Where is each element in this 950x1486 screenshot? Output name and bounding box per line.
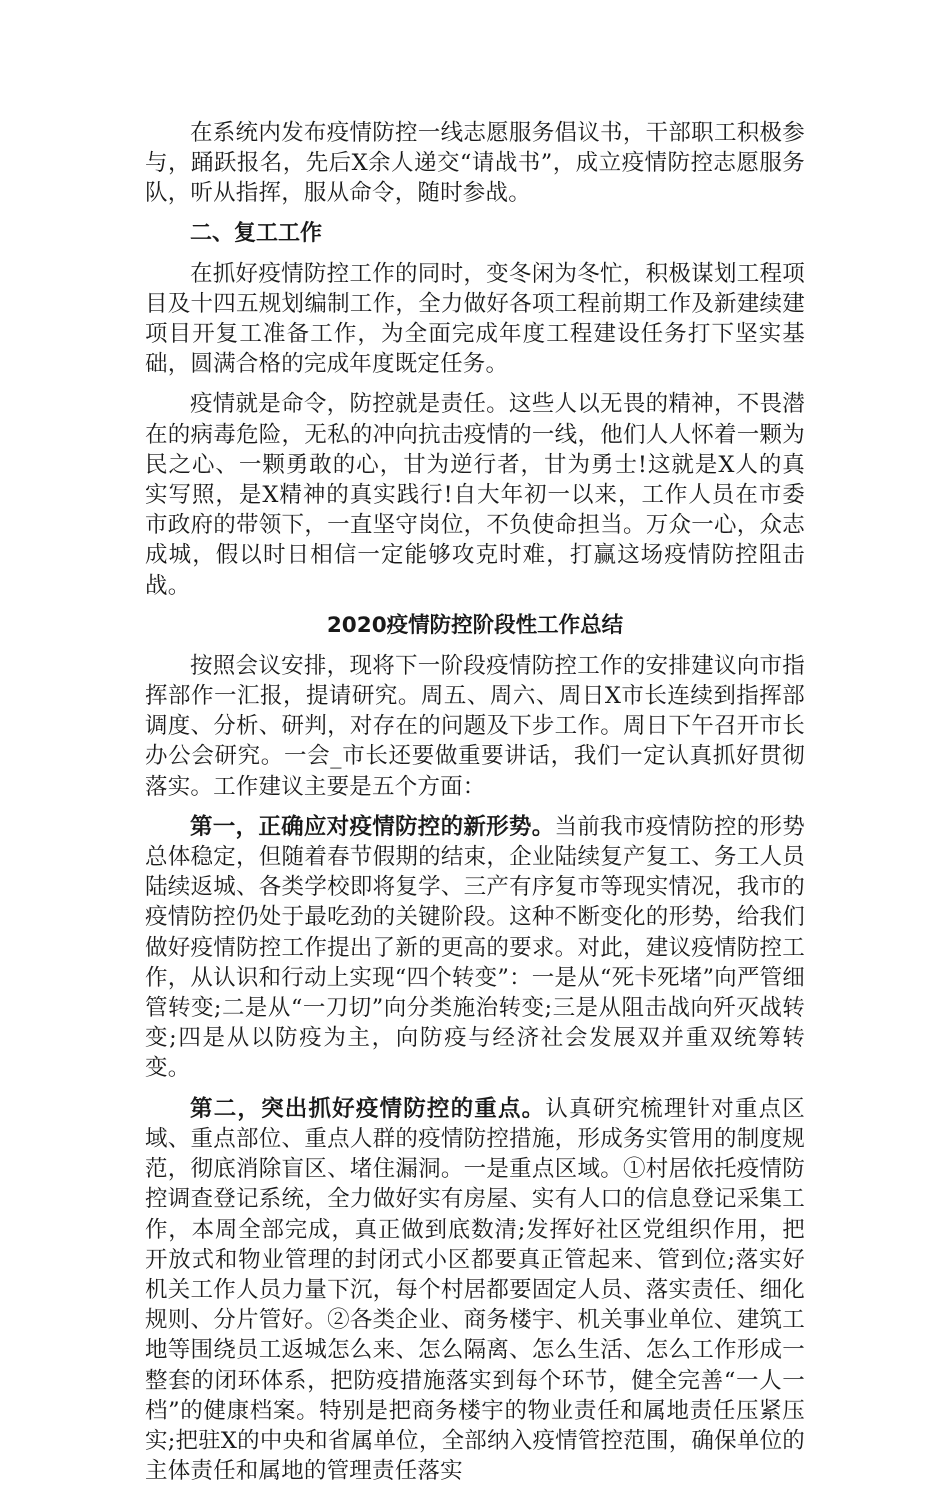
first-point-lead: 第一，正确应对疫情防控的新形势。 (190, 813, 555, 840)
first-point-body: 当前我市疫情防控的形势总体稳定，但随着春节假期的结束，企业陆续复产复工、务工人员陆续返城、各类学校即将复学、三产有序复市等现实情况，我市的疫情防控仍处于最吃劲的关键阶段。这种不断变化的形势，给我们做好疫情防控工作提出了新的更高的要求。对此，建议疫情防控工作，从认识和行动上实现“四个转变”：一是从“死卡死堵”向严管细管转变;二是从“一刀切”向分类施治转变;三是从阻击战向歼灭战转变;四是从以防疫为主，向防疫与经济社会发展双并重双统筹转变。 (145, 813, 806, 1082)
section-heading-resume-work: 二、复工工作 (190, 220, 323, 246)
second-point-body: 认真研究梳理针对重点区域、重点部位、重点人群的疫情防控措施，形成务实管用的制度规范，彻底消除盲区、堵住漏洞。一是重点区域。①村居依托疫情防控调查登记系统，全力做好实有房屋、实有人口的信息登记采集工作，本周全部完成，真正做到底数清;发挥好社区党组织作用，把开放式和物业管理的封闭式小区都要真正管起来、管到位;落实好机关工作人员力量下沉，每个村居都要固定人员、落实责任、细化规则、分片管好。②各类企业、商务楼宇、机关事业单位、建筑工地等围绕员工返城怎么来、怎么隔离、怎么生活、怎么工作形成一整套的闭环体系，把防疫措施落实到每个环节，健全完善“一人一档”的健康档案。特别是把商务楼宇的物业责任和属地责任压紧压实;把驻X的中央和省属单位，全部纳入疫情管控范围，确保单位的主体责任和属地的管理责任落实 (145, 1095, 805, 1485)
paragraph-first-point (145, 812, 805, 1084)
second-point-lead: 第二，突出抓好疫情防控的重点。 (190, 1095, 546, 1122)
document-page (145, 118, 805, 1486)
paragraph-meeting-arrangement: 按照会议安排，现将下一阶段疫情防控工作的安排建议向市指挥部作一汇报，提请研究。周五、周六、周日X市长连续到指挥部调度、分析、研判，对存在的问题及下步工作。周日下午召开市长办公会研究。一会_市长还要做重要讲话，我们一定认真抓好贯彻落实。工作建议主要是五个方面： (145, 652, 805, 800)
paragraph-resume-work: 在抓好疫情防控工作的同时，变冬闲为冬忙，积极谋划工程项目及十四五规划编制工作，全力做好各项工程前期工作及新建续建项目开复工准备工作，为全面完成年度工程建设任务打下坚实基础，圆满合格的完成年度既定任务。 (145, 260, 805, 378)
paragraph-epidemic-responsibility: 疫情就是命令，防控就是责任。这些人以无畏的精神，不畏潜在的病毒危险，无私的冲向抗击疫情的一线，他们人人怀着一颗为民之心、一颗勇敢的心，甘为逆行者，甘为勇士!这就是X人的真实写照，是X精神的真实践行!自大年初一以来，工作人员在市委市政府的带领下，一直坚守岗位，不负使命担当。万众一心，众志成城，假以时日相信一定能够攻克时难，打赢这场疫情防控阻击战。 (145, 391, 805, 599)
paragraph-volunteer: 在系统内发布疫情防控一线志愿服务倡议书，干部职工积极参与，踊跃报名，先后X余人递交“请战书”，成立疫情防控志愿服务队，听从指挥，服从命令，随时参战。 (145, 120, 805, 207)
paragraph-second-point (145, 1094, 805, 1486)
document-title: 2020疫情防控阶段性工作总结 (326, 612, 624, 638)
